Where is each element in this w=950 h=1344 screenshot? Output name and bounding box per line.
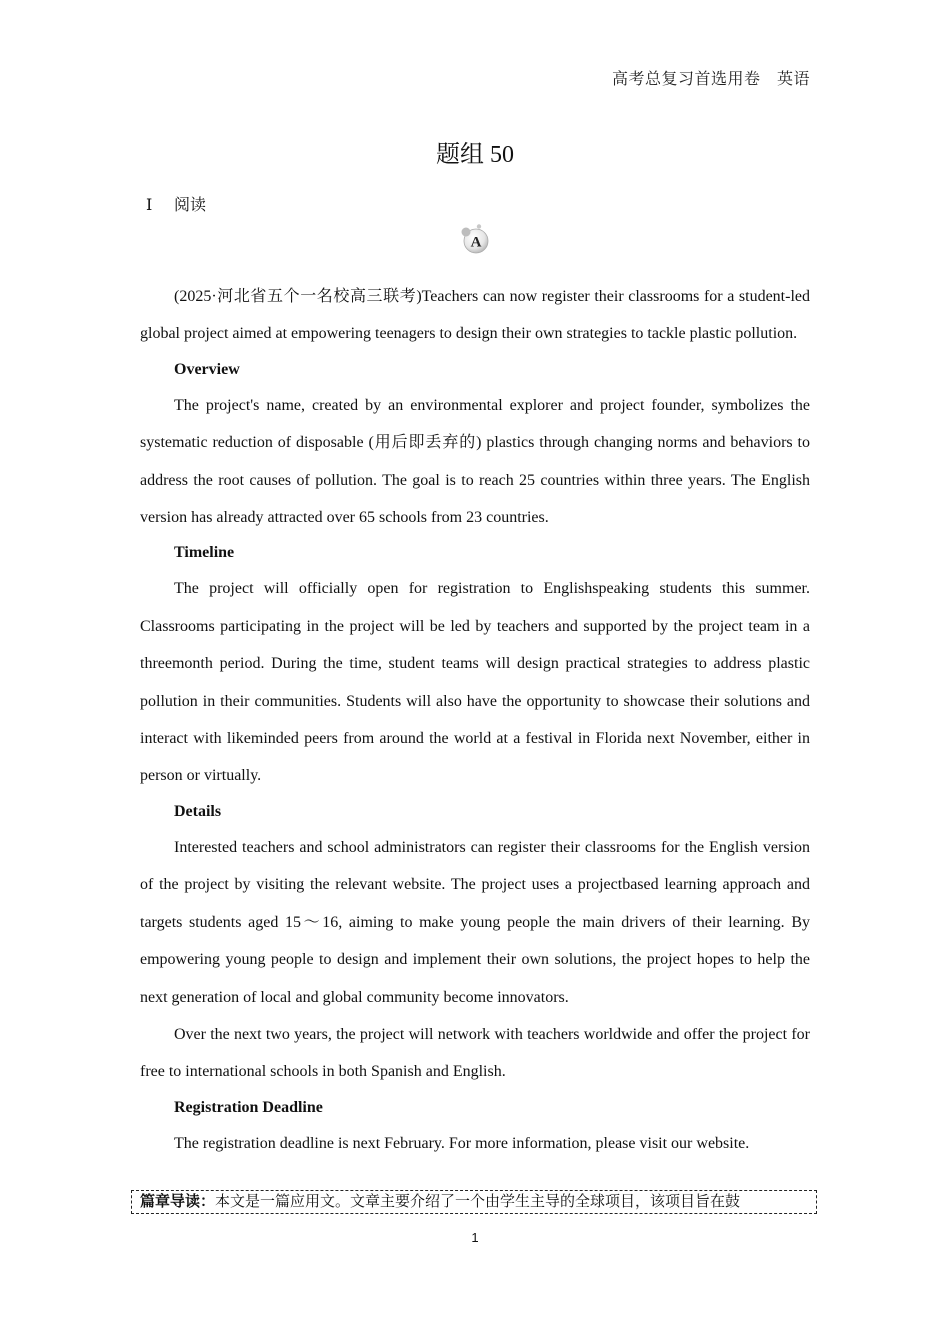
overview-paragraph: The project's name, created by an environmental explorer and project founder, symbolizes the systematic reduction of disposable (用后即丢弃的) plastics through changing norms and behaviors to address the root causes of pollution. The goal is to reach 25 countries within three years. The English version has already attracted over 65 schools from 23 countries. (140, 396, 810, 527)
badge-letter: A (470, 234, 482, 251)
details-heading: Details (174, 802, 222, 820)
section-label: 阅读 (174, 197, 207, 214)
section-heading (146, 192, 206, 215)
section-number: Ⅰ (146, 197, 153, 214)
details-paragraph-2: Over the next two years, the project will network with teachers worldwide and offer the project for free to international schools in both Spanish and English. (140, 1025, 810, 1081)
timeline-paragraph: The project will officially open for registration to Englishspeaking students this summer. Classrooms participating in the project will be led by teachers and supported by the project team in a threemonth period. During the time, student teams will design practical strategies to address plastic pollution in their communities. Students will also have the opportunity to showcase their solutions and interact with likeminded peers from around the world at a festival in Florida next November, either in person or virtually. (140, 580, 810, 785)
deadline-heading: Registration Deadline (174, 1098, 323, 1116)
page-header: 高考总复习首选用卷 英语 (611, 71, 810, 88)
guide-text: 本文是一篇应用文。文章主要介绍了一个由学生主导的全球项目，该项目旨在鼓 (215, 1194, 741, 1210)
details-paragraph-1: Interested teachers and school administrators can register their classrooms for the English version of the project by visiting the relevant website. The project uses a projectbased learning approach and targets students aged 15～16, aiming to make young people the main drivers of their learning. By empowering young people to design and implement their own solutions, the project hopes to help the next generation of local and global community become innovators. (140, 838, 810, 1006)
timeline-heading: Timeline (174, 544, 235, 562)
passage-badge-icon (461, 224, 491, 254)
overview-heading: Overview (174, 360, 240, 378)
passage-body (140, 278, 810, 1162)
page-title: 题组 50 (436, 142, 514, 168)
deadline-paragraph: The registration deadline is next February. For more information, please visit our website. (174, 1134, 750, 1152)
reading-guide-box (131, 1190, 817, 1214)
passage-intro: (2025·河北省五个一名校高三联考)Teachers can now register their classrooms for a student-led global project aimed at empowering teenagers to design their own strategies to tackle plastic pollution. (140, 288, 810, 343)
guide-label: 篇章导读： (140, 1194, 216, 1210)
page-number: 1 (471, 1230, 479, 1245)
